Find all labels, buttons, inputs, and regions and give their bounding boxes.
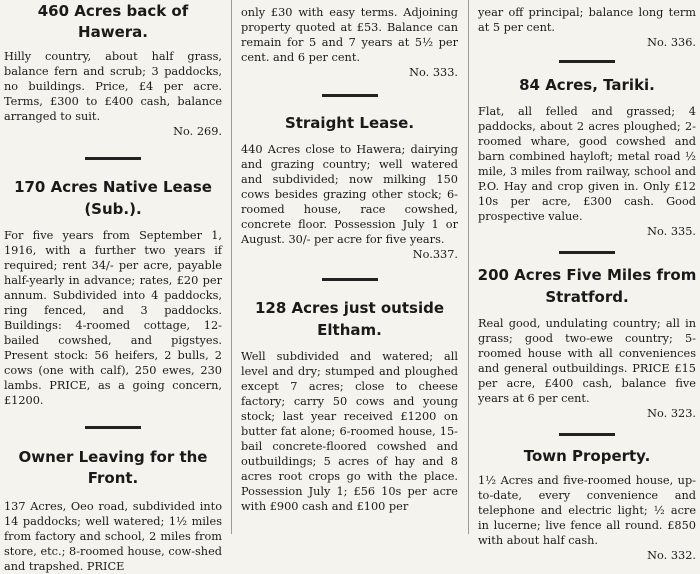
listing-town-property xyxy=(476,446,698,563)
column-divider xyxy=(468,0,469,534)
listing-460-acres-hawera xyxy=(2,1,224,139)
listing-ref-number: No. 333. xyxy=(409,66,458,79)
section-rule xyxy=(559,433,615,436)
listing-body xyxy=(239,349,460,514)
listing-text: only £30 with easy terms. Adjoining property quoted at £53. Balance can remain for 5 and 7 years at 5½ per cent. and 6 per cent. xyxy=(241,6,458,64)
listing-text: Hilly country, about half grass, balance fern and scrub; 3 paddocks, no buildings. Price, £4 per acre. Terms, £300 to £400 cash, balance arranged to suit. xyxy=(4,50,222,123)
listing-body xyxy=(476,5,698,50)
listing-body xyxy=(2,49,224,139)
listing-body xyxy=(476,104,698,239)
listing-heading: 460 Acres back of Hawera. xyxy=(37,2,189,41)
listing-text: Well subdivided and watered; all level and dry; stumped and ploughed except 7 acres; close to cheese factory; carry 50 cows and young stock; last year received £1200 on butter fat alone; 6-roomed house, 15-bail concrete-floored cowshed and outbuildings; 5 acres of hay and 8 acres root crops go with the place. Possession July 1; £56 10s per acre with £900 cash and £100 per xyxy=(241,350,458,513)
column-3 xyxy=(476,0,698,562)
listing-128-acres-eltham xyxy=(239,297,460,514)
listing-text: year off principal; balance long term at 5 per cent. xyxy=(478,6,696,34)
listing-ref-number: No. 269. xyxy=(173,125,222,138)
listing-text: 1½ Acres and five-roomed house, up-to-date, every convenience and telephone and electric light; ½ acre in lucerne; live fence all round. £850 with about half cash. xyxy=(478,474,696,547)
listing-ref-number: No. 332. xyxy=(647,549,696,562)
listing-straight-lease xyxy=(239,113,460,262)
listing-200-acres-stratford xyxy=(476,264,698,421)
listing-body xyxy=(239,142,460,262)
listing-heading: 84 Acres, Tariki. xyxy=(519,76,655,94)
listing-heading: Straight Lease. xyxy=(284,114,415,132)
listing-ref-number: No.337. xyxy=(412,248,458,261)
listing-continued-from-previous xyxy=(476,5,698,50)
listing-heading: 170 Acres Native Lease (Sub.). xyxy=(14,178,212,218)
listing-text: 137 Acres, Oeo road, subdivided into 14 paddocks; well watered; 1½ miles from factory and school, 2 miles from store, etc.; 8-roomed house, cow-shed and trapshed. PRICE xyxy=(4,500,222,573)
listing-body xyxy=(476,473,698,563)
section-rule xyxy=(322,94,378,97)
listing-body xyxy=(2,228,224,408)
listing-owner-leaving-front xyxy=(2,447,224,574)
listing-ref-number: No. 336. xyxy=(647,36,696,49)
listing-body xyxy=(2,499,224,574)
section-rule xyxy=(322,278,378,281)
listing-ref-number: No. 335. xyxy=(647,225,696,238)
column-divider xyxy=(231,0,232,534)
listing-body xyxy=(239,5,460,80)
listing-170-acres-native-lease xyxy=(2,176,224,408)
listing-heading: 200 Acres Five Miles from Stratford. xyxy=(477,266,697,306)
listing-84-acres-tariki xyxy=(476,75,698,239)
section-rule xyxy=(85,157,141,160)
listing-heading: Town Property. xyxy=(523,447,651,465)
section-rule xyxy=(559,251,615,254)
section-rule xyxy=(559,60,615,63)
column-1 xyxy=(2,0,224,573)
listing-continued-from-previous xyxy=(239,5,460,80)
listing-text: Real good, undulating country; all in grass; good two-ewe country; 5-roomed house with all conveniences and general outbuildings. PRICE £15 per acre, £400 cash, balance five years at 6 per cent. xyxy=(478,317,696,405)
column-2 xyxy=(239,0,460,534)
listing-heading: 128 Acres just outside Eltham. xyxy=(254,299,445,339)
listing-ref-number: No. 323. xyxy=(647,407,696,420)
listing-text: For five years from September 1, 1916, with a further two years if required; rent 34/- per acre, payable half-yearly in advance; rates, £20 per annum. Subdivided into 4 paddocks, ring fenced, and 3 paddocks. Buildings: 4-roomed cottage, 12-bailed cowshed, and pigstyes. Present stock: 56 heifers, 2 bulls, 2 cows (one with calf), 250 ewes, 230 lambs. PRICE, as a going concern, £1200. xyxy=(4,229,222,407)
listing-body xyxy=(476,316,698,421)
listing-text: Flat, all felled and grassed; 4 paddocks, about 2 acres ploughed; 2-roomed whare, good cowshed and barn combined hayloft; metal road ½ mile, 3 miles from railway, school and P.O. Hay and crop given in. Only £12 10s per acre, £300 cash. Good prospective value. xyxy=(478,105,696,223)
listing-text: 440 Acres close to Hawera; dairying and grazing country; well watered and subdivided; now milking 150 cows besides grazing other stock; 6-roomed house, race cowshed, concrete floor. Possession July 1 or August. 30/- per acre for five years. xyxy=(241,143,458,246)
listing-heading: Owner Leaving for the Front. xyxy=(18,448,208,487)
section-rule xyxy=(85,426,141,429)
